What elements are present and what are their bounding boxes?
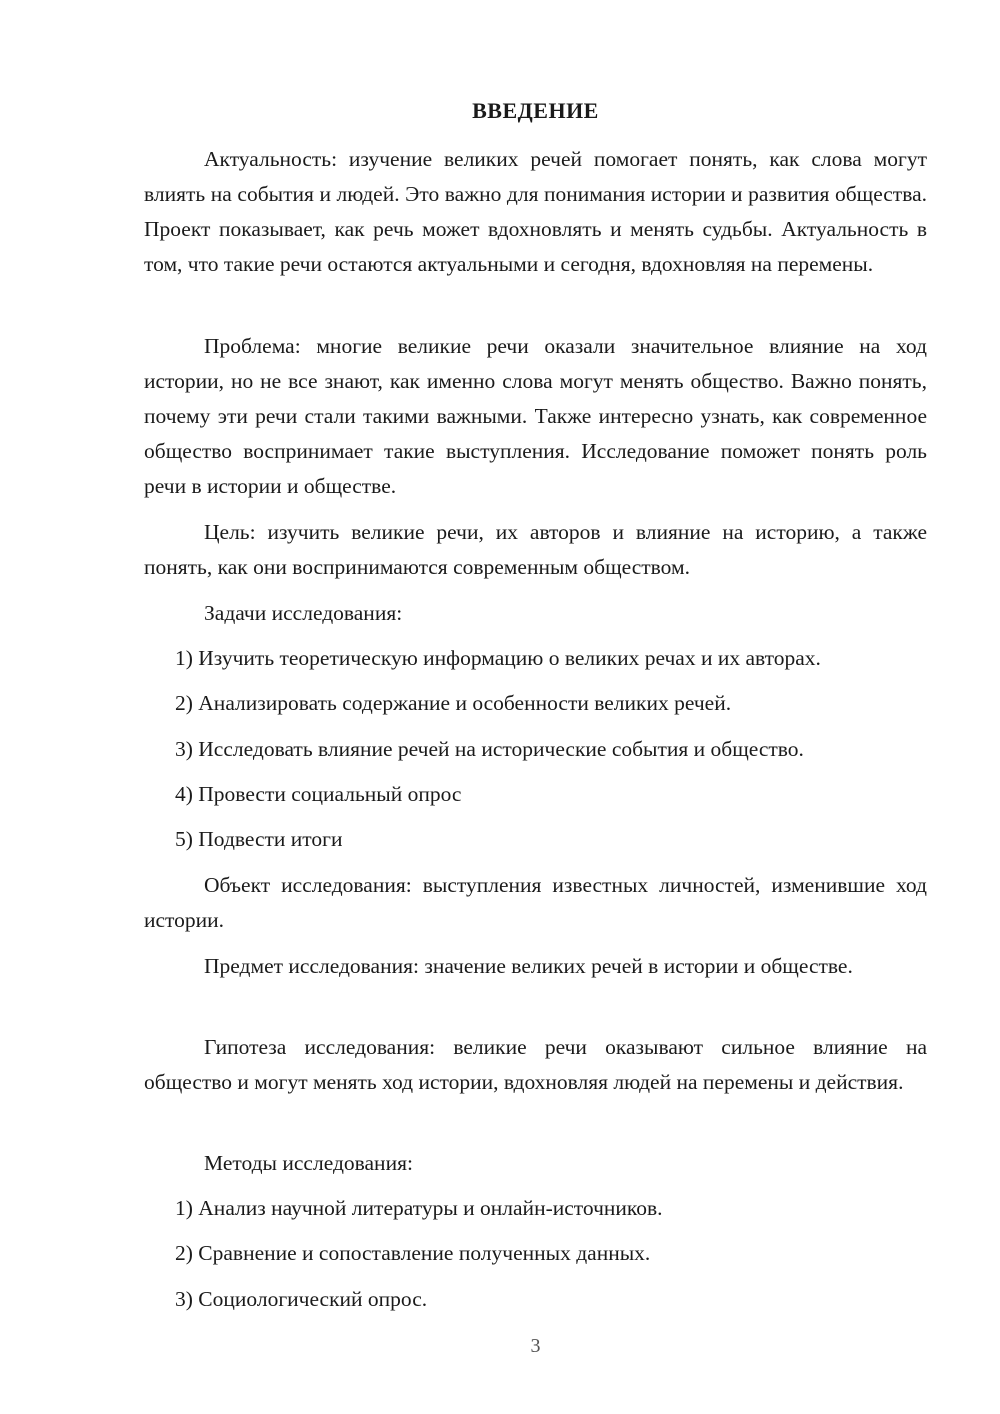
methods-heading: Методы исследования: — [204, 1151, 413, 1175]
task-item: 1) Изучить теоретическую информацию о великих речах и их авторах. — [175, 646, 821, 670]
task-item: 2) Анализировать содержание и особенности великих речей. — [175, 691, 732, 715]
hypothesis-paragraph: Гипотеза исследования: великие речи оказывают сильное влияние на общество и могут менять ход истории, вдохновляя людей на перемены и действия. — [144, 1035, 927, 1094]
document-page — [144, 0, 927, 1414]
task-item: 3) Исследовать влияние речей на исторические события и общество. — [175, 737, 804, 761]
tasks-heading: Задачи исследования: — [204, 601, 403, 625]
task-item: 5) Подвести итоги — [175, 827, 343, 851]
goal-paragraph: Цель: изучить великие речи, их авторов и влияние на историю, а также понять, как они воспринимаются современным обществом. — [144, 520, 927, 579]
problem-paragraph: Проблема: многие великие речи оказали значительное влияние на ход истории, но не все знают, как именно слова могут менять общество. Важно понять, почему эти речи стали такими важными. Также интересно узнать, как современное общество воспринимает такие выступления. Исследование поможет понять роль речи в истории и обществе. — [144, 334, 927, 498]
relevance-paragraph: Актуальность: изучение великих речей помогает понять, как слова могут влиять на события и людей. Это важно для понимания истории и развития общества. Проект показывает, как речь может вдохновлять и менять судьбы. Актуальность в том, что такие речи остаются актуальными и сегодня, вдохновляя на перемены. — [144, 147, 927, 276]
method-item: 2) Сравнение и сопоставление полученных данных. — [175, 1241, 651, 1265]
subject-paragraph: Предмет исследования: значение великих речей в истории и обществе. — [204, 954, 853, 978]
task-item: 4) Провести социальный опрос — [175, 782, 462, 806]
object-paragraph: Объект исследования: выступления известных личностей, изменившие ход истории. — [144, 873, 927, 932]
method-item: 3) Социологический опрос. — [175, 1287, 428, 1311]
page-title: ВВЕДЕНИЕ — [472, 98, 599, 123]
page-number: 3 — [530, 1335, 541, 1357]
method-item: 1) Анализ научной литературы и онлайн-источников. — [175, 1196, 663, 1220]
